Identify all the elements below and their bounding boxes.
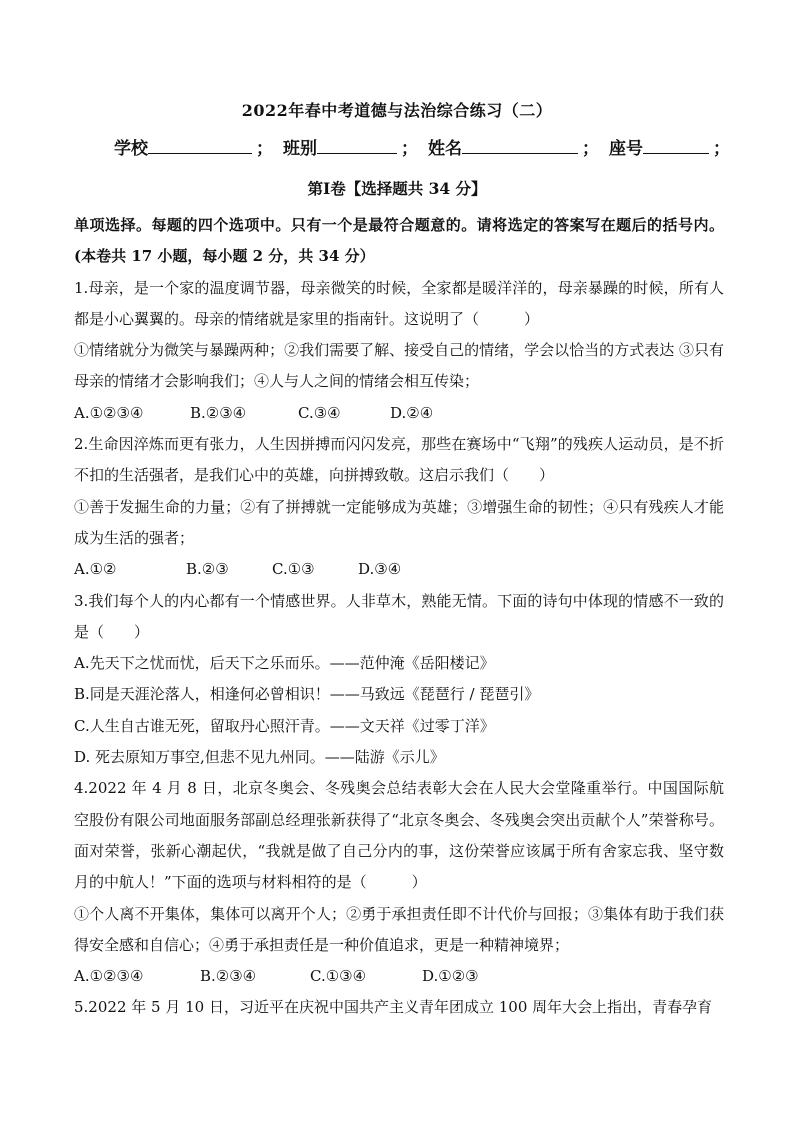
- question-3-option-d[interactable]: D. 死去原知万事空,但悲不见九州同。——陆游《示儿》: [74, 748, 445, 767]
- question-3-option-a[interactable]: A.先天下之忧而忧，后天下之乐而乐。——范仲淹《岳阳楼记》: [74, 654, 495, 673]
- question-3-stem: 3.我们每个人的内心都有一个情感世界。人非草木，熟能无情。下面的诗句中体现的情感不一致的是（ ）: [74, 591, 724, 641]
- question-1-statements: ①情绪就分为微笑与暴躁两种；②我们需要了解、接受自己的情绪，学会以恰当的方式表达 ③只有母亲的情绪才会影响我们；④人与人之间的情绪会相互传染；: [74, 341, 724, 391]
- option-b[interactable]: B.②③④: [200, 967, 257, 986]
- student-info-row: [114, 134, 734, 159]
- option-d[interactable]: D.③④: [358, 560, 402, 579]
- option-d[interactable]: D.①②③: [422, 967, 479, 986]
- question-1-stem: 1.母亲，是一个家的温度调节器，母亲微笑的时候，全家都是暖洋洋的，母亲暴躁的时候，所有人都是小心翼翼的。母亲的情绪就是家里的指南针。这说明了（ ）: [74, 278, 724, 328]
- option-a[interactable]: A.①②: [74, 560, 117, 579]
- option-b[interactable]: B.②③④: [190, 403, 247, 422]
- question-2-statements: ①善于发掘生命的力量；②有了拼搏就一定能够成为英雄；③增强生命的韧性；④只有残疾人才能成为生活的强者；: [74, 497, 724, 547]
- class-label: 班别: [283, 139, 317, 159]
- question-5-stem: 5.2022 年 5 月 10 日，习近平在庆祝中国共产主义青年团成立 100 周年大会上指出，青春孕育: [74, 998, 713, 1017]
- option-b[interactable]: B.②③: [186, 560, 229, 579]
- seat-separator: ；: [713, 139, 730, 159]
- question-4-statements: ①个人离不开集体，集体可以离开个人；②勇于承担责任即不计代价与回报；③集体有助于我们获得安全感和自信心；④勇于承担责任是一种价值追求，更是一种精神境界；: [74, 904, 724, 954]
- question-3-option-c[interactable]: C.人生自古谁无死，留取丹心照汗青。——文天祥《过零丁洋》: [74, 716, 495, 735]
- name-separator: ；: [582, 139, 599, 159]
- question-2-stem: 2.生命因淬炼而更有张力，人生因拼搏而闪闪发亮，那些在赛场中“飞翔”的残疾人运动员，是不折不扣的生活强者，是我们心中的英雄，向拼搏致敬。这启示我们（ ）: [74, 435, 724, 485]
- instructions: 单项选择。每题的四个选项中。只有一个是最符合题意的。请将选定的答案写在题后的括号内。(本卷共 17 小题，每小题 2 分，共 34 分）: [74, 216, 724, 266]
- seat-label: 座号: [609, 139, 643, 159]
- class-blank[interactable]: [317, 137, 397, 154]
- question-list: [74, 210, 724, 1024]
- option-d[interactable]: D.②④: [390, 403, 434, 422]
- question-1-options: [74, 398, 724, 429]
- exam-title: 2022年春中考道德与法治综合练习（二）: [241, 101, 553, 120]
- option-c[interactable]: C.③④: [298, 403, 341, 422]
- question-4-stem: 4.2022 年 4 月 8 日，北京冬奥会、冬残奥会总结表彰大会在人民大会堂隆重举行。中国国际航空股份有限公司地面服务部副总经理张新获得了“北京冬奥会、冬残奥会突出贡献个人”荣誉称号。面对荣誉，张新心潮起伏，“我就是做了自己分内的事，这份荣誉应该属于所有舍家忘我、坚守数月的中航人！”下面的选项与材料相符的是（ ）: [74, 779, 724, 892]
- name-blank[interactable]: [462, 137, 578, 154]
- question-2-options: [74, 554, 724, 585]
- class-separator: ；: [401, 139, 418, 159]
- section-title: 第Ⅰ卷【选择题共 34 分】: [307, 179, 487, 198]
- school-separator: ；: [256, 139, 273, 159]
- school-blank[interactable]: [148, 137, 252, 154]
- option-a[interactable]: A.①②③④: [74, 967, 144, 986]
- option-c[interactable]: C.①③: [272, 560, 315, 579]
- school-label: 学校: [114, 139, 148, 159]
- name-label: 姓名: [428, 139, 462, 159]
- option-c[interactable]: C.①③④: [310, 967, 367, 986]
- seat-blank[interactable]: [643, 137, 709, 154]
- option-a[interactable]: A.①②③④: [74, 403, 144, 422]
- question-4-options: [74, 961, 724, 992]
- question-3-option-b[interactable]: B.同是天涯沦落人，相逢何必曾相识！——马致远《琵琶行 / 琵琶引》: [74, 685, 540, 704]
